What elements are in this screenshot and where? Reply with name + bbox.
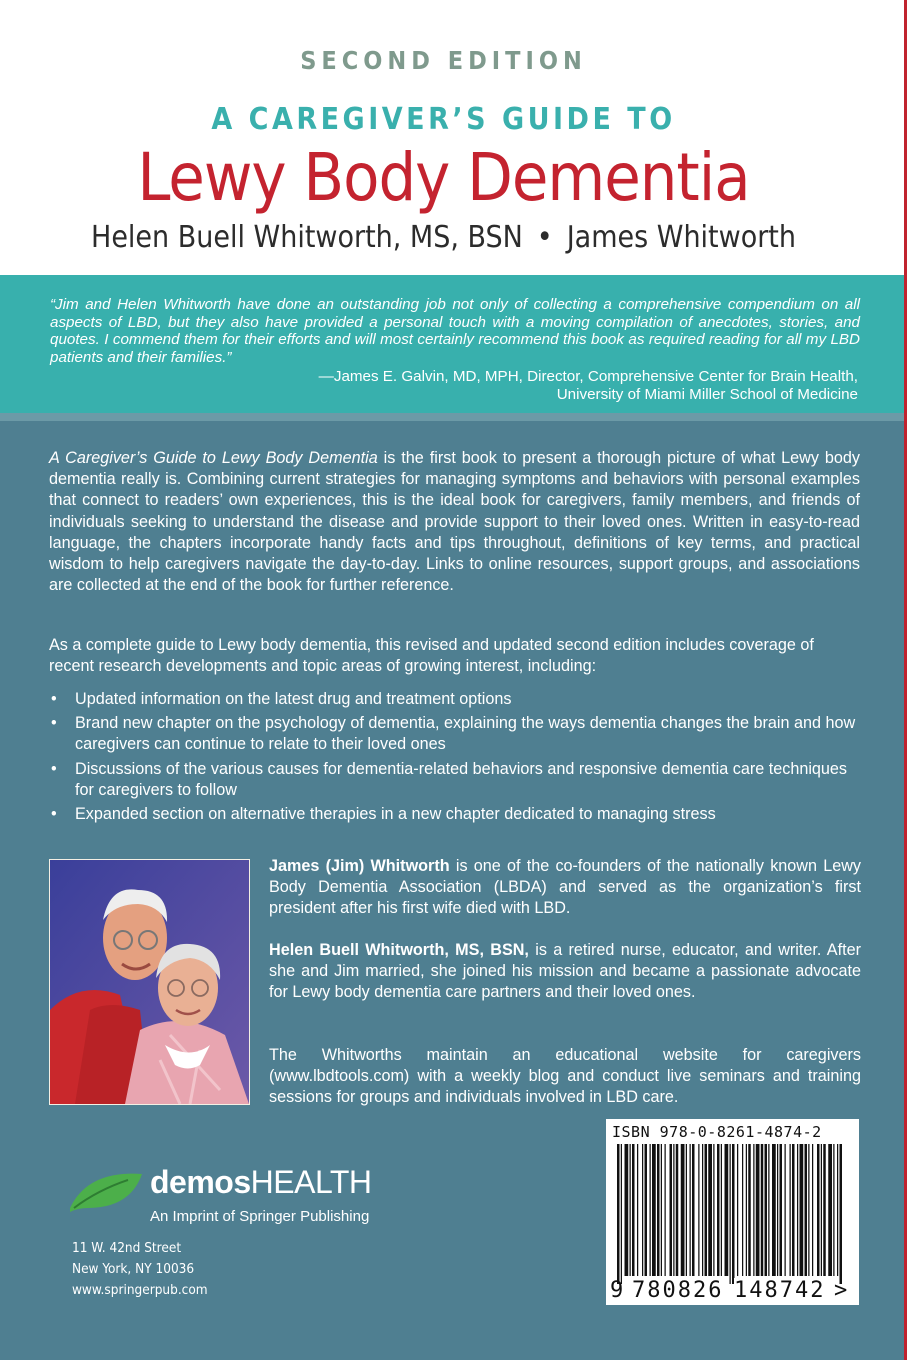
endorsement-attribution (319, 368, 858, 404)
list-item (49, 804, 864, 825)
author-photo-illustration (50, 860, 249, 1104)
barcode-bar (676, 1144, 679, 1276)
list-item (49, 713, 864, 755)
address-street: 11 W. 42nd Street (72, 1240, 182, 1256)
list-item (49, 759, 864, 801)
bullet-icon: • (51, 759, 57, 778)
barcode-bar (821, 1144, 822, 1276)
barcode-bar (632, 1144, 635, 1276)
barcode-bar (713, 1144, 714, 1276)
ean-arrow: > (834, 1278, 848, 1303)
bio-jim (269, 856, 861, 920)
barcode-bar (661, 1144, 662, 1276)
barcode-bar (765, 1144, 768, 1276)
subtitle-guide: A CAREGIVER’S GUIDE TO (211, 102, 676, 137)
ean-group-2: 148742 (734, 1278, 832, 1303)
isbn-barcode (606, 1119, 859, 1305)
barcode-bar (768, 1144, 769, 1276)
back-cover-body (0, 413, 904, 1360)
attribution-line-2: University of Miami Miller School of Medicine (556, 386, 858, 403)
barcode-bar (785, 1144, 786, 1276)
edition-label: SECOND EDITION (300, 46, 587, 75)
edition-paragraph: As a complete guide to Lewy body dementia, this revised and updated second edition includes coverage of recent research developments and topic areas of growing interest, including: (49, 636, 814, 676)
authors-line (0, 220, 887, 255)
author-photo (49, 859, 250, 1105)
bullet-icon: • (51, 714, 57, 733)
publisher-address (72, 1238, 208, 1301)
barcode-bar (617, 1144, 620, 1284)
barcode-bar (686, 1144, 687, 1276)
barcode-bar (637, 1144, 638, 1276)
bio-helen-name: Helen Buell Whitworth, MS, BSN, (269, 941, 529, 959)
feature-list (49, 689, 864, 828)
barcode-bar (721, 1144, 722, 1276)
endorsement-band (0, 275, 904, 413)
barcode-bar (823, 1144, 826, 1276)
publisher-logo (68, 1164, 408, 1234)
barcode-bar (742, 1144, 743, 1276)
bullet-icon: • (51, 805, 57, 824)
barcode-bar (812, 1144, 813, 1276)
barcode-bar (805, 1144, 808, 1276)
bio-website: The Whitworths maintain an educational website for caregivers (www.lbdtools.com) with a weekly blog and conduct live seminars and training sessions for groups and individuals involved in LBD care. (269, 1046, 861, 1107)
barcode-bar (817, 1144, 820, 1276)
list-item-text: Updated information on the latest drug and treatment options (75, 690, 512, 708)
isbn-number: ISBN 978-0-8261-4874-2 (612, 1123, 822, 1141)
brand-health: HEALTH (250, 1164, 372, 1200)
bio-helen (269, 940, 861, 1004)
barcode-bar (642, 1144, 643, 1276)
description-paragraph (49, 448, 860, 596)
barcode-bar (790, 1144, 791, 1276)
barcode-bar (777, 1144, 778, 1276)
list-item-text: Expanded section on alternative therapies in a new chapter dedicated to managing stress (75, 805, 716, 824)
publisher-website: www.springerpub.com (72, 1282, 208, 1298)
barcode-bar (761, 1144, 764, 1276)
book-title: Lewy Body Dementia (137, 139, 750, 216)
publisher-imprint: An Imprint of Springer Publishing (150, 1208, 370, 1225)
barcode-bar (837, 1144, 838, 1276)
barcode-bar (702, 1144, 703, 1276)
barcode-bar (828, 1144, 832, 1276)
barcode-bar (792, 1144, 795, 1276)
barcode-bar (756, 1144, 760, 1276)
bio-helen-text: is a retired nurse, educator, and writer. After she and Jim married, she joined his mission and became a passionate advocate for Lewy body dementia care partners and their loved ones. (269, 941, 861, 1002)
author-helen: Helen Buell Whitworth, MS, BSN (91, 220, 523, 255)
barcode-bar (772, 1144, 776, 1276)
barcode-bar (780, 1144, 783, 1276)
barcode-bar (650, 1144, 651, 1276)
barcode-bar (732, 1144, 735, 1284)
list-item (49, 689, 864, 710)
barcode-bar (808, 1144, 809, 1276)
barcode-bar (692, 1144, 695, 1276)
barcode-bar (681, 1144, 685, 1276)
leaf-icon (68, 1168, 144, 1216)
barcode-bar (621, 1144, 622, 1284)
barcode-bar (737, 1144, 738, 1276)
bullet-icon: • (51, 690, 57, 708)
brand-demos: demos (150, 1164, 251, 1200)
author-james: James Whitworth (566, 220, 796, 255)
barcode-bar (657, 1144, 660, 1276)
address-city: New York, NY 10036 (72, 1261, 195, 1277)
ean-group-1: 780826 (632, 1278, 726, 1303)
barcode-bar (625, 1144, 629, 1276)
attribution-line-1: —James E. Galvin, MD, MPH, Director, Comprehensive Center for Brain Health, (318, 368, 858, 385)
barcode-bar (725, 1144, 729, 1276)
barcode-bar (665, 1144, 666, 1276)
description-text: is the first book to present a thorough picture of what Lewy body dementia really is. Combining current strategies for managing symptoms and behaviors with personal examples that connect to readers’ own experiences, this is the ideal book for caregivers, family members, and friends of individuals seeking to understand the disease and provide support to their loved ones. Written in easy-to-read language, the chapters incorporate handy facts and tips throughout, definitions of key terms, and practical wisdom to help caregivers navigate the day-to-day. Links to online resources, support groups, and associations are collected at the end of the book for further reference. (49, 449, 860, 595)
barcode-bar (840, 1144, 843, 1284)
barcode-bar (705, 1144, 708, 1276)
cover-header (0, 0, 904, 275)
divider-stripe (0, 413, 904, 421)
author-separator: • (536, 220, 553, 255)
barcode-bar (708, 1144, 712, 1276)
ean-digits (610, 1278, 855, 1303)
barcode-bar (670, 1144, 673, 1276)
book-title-italic: A Caregiver’s Guide to Lewy Body Dementia (49, 449, 378, 467)
barcode-bar (698, 1144, 699, 1276)
barcode-bar (645, 1144, 648, 1276)
barcode-bar (800, 1144, 804, 1276)
barcode-bar (753, 1144, 754, 1276)
barcode-bar (730, 1144, 731, 1284)
barcode-bar (717, 1144, 720, 1276)
list-item-text: Brand new chapter on the psychology of dementia, explaining the ways dementia changes the brain and how caregivers can continue to relate to their loved ones (75, 714, 856, 754)
bio-jim-name: James (Jim) Whitworth (269, 857, 450, 875)
publisher-brand (150, 1164, 372, 1201)
barcode-bar (748, 1144, 751, 1276)
barcode-bar (797, 1144, 798, 1276)
barcode-bar (690, 1144, 691, 1276)
barcode-bar (673, 1144, 674, 1276)
barcode-bar (746, 1144, 747, 1276)
list-item-text: Discussions of the various causes for dementia-related behaviors and responsive dementia care techniques for caregivers to follow (75, 759, 848, 799)
barcode-bar (652, 1144, 656, 1276)
barcode-bar (630, 1144, 631, 1276)
bio-jim-text: is one of the co-founders of the nationally known Lewy Body Dementia Association (LBDA) and served as the organization’s first president after his first wife died with LBD. (269, 857, 862, 918)
ean-first-digit: 9 (610, 1278, 624, 1303)
barcode-bars (615, 1144, 845, 1284)
barcode-bar (833, 1144, 834, 1276)
endorsement-quote: “Jim and Helen Whitworth have done an outstanding job not only of collecting a comprehensive compendium on all aspects of LBD, but they also have provided a personal touch with a moving compilation of anecdotes, stories, and quotes. I commend them for their efforts and will most certainly recommend this book as required reading for all my LBD patients and their families.” (50, 296, 860, 366)
